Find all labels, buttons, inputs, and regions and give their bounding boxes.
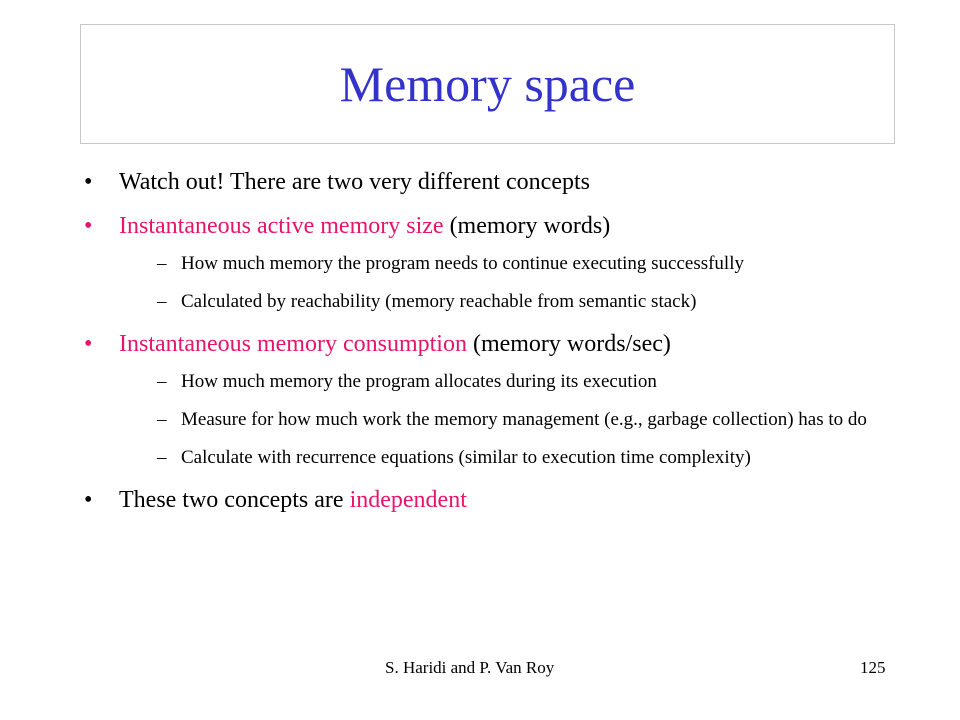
footer-author: S. Haridi and P. Van Roy [385, 658, 555, 677]
bullet-marker: • [84, 169, 93, 195]
bullet-3-rest: (memory words/sec) [466, 331, 671, 357]
dash-marker: – [157, 253, 167, 274]
bullet-3-sublist [119, 370, 914, 470]
bullet-4 [84, 486, 914, 514]
sub-bullet [157, 252, 914, 276]
dash-marker: – [157, 409, 167, 430]
bullet-4-prefix: These two concepts are [119, 487, 350, 513]
sub-bullet-text: Measure for how much work the memory management (e.g., garbage collection) has to do [181, 409, 867, 430]
dash-marker: – [157, 291, 167, 312]
bullet-1 [84, 168, 914, 196]
bullet-list [84, 168, 914, 530]
sub-bullet-text: How much memory the program needs to continue executing successfully [181, 253, 744, 274]
bullet-1-text: Watch out! There are two very different concepts [119, 169, 590, 195]
sub-bullet-text: Calculated by reachability (memory reachable from semantic stack) [181, 291, 697, 312]
bullet-3-highlight: Instantaneous memory consumption [119, 331, 467, 357]
dash-marker: – [157, 447, 167, 468]
sub-bullet [157, 370, 914, 394]
page-number: 125 [860, 658, 886, 677]
sub-bullet-text: Calculate with recurrence equations (similar to execution time complexity) [181, 447, 751, 468]
bullet-marker: • [84, 213, 93, 239]
bullet-marker: • [84, 487, 93, 513]
bullet-2-highlight: Instantaneous active memory size [119, 213, 444, 239]
sub-bullet [157, 290, 914, 314]
bullet-2-rest: (memory words) [443, 213, 611, 239]
bullet-4-highlight: independent [349, 487, 467, 513]
dash-marker: – [157, 371, 167, 392]
sub-bullet-text: How much memory the program allocates during its execution [181, 371, 657, 392]
bullet-2 [84, 212, 914, 314]
slide-title: Memory space [339, 56, 636, 112]
bullet-2-sublist [119, 252, 914, 314]
sub-bullet [157, 408, 914, 432]
title-box [80, 24, 895, 144]
bullet-marker: • [84, 331, 93, 357]
sub-bullet [157, 446, 914, 470]
bullet-3 [84, 330, 914, 470]
